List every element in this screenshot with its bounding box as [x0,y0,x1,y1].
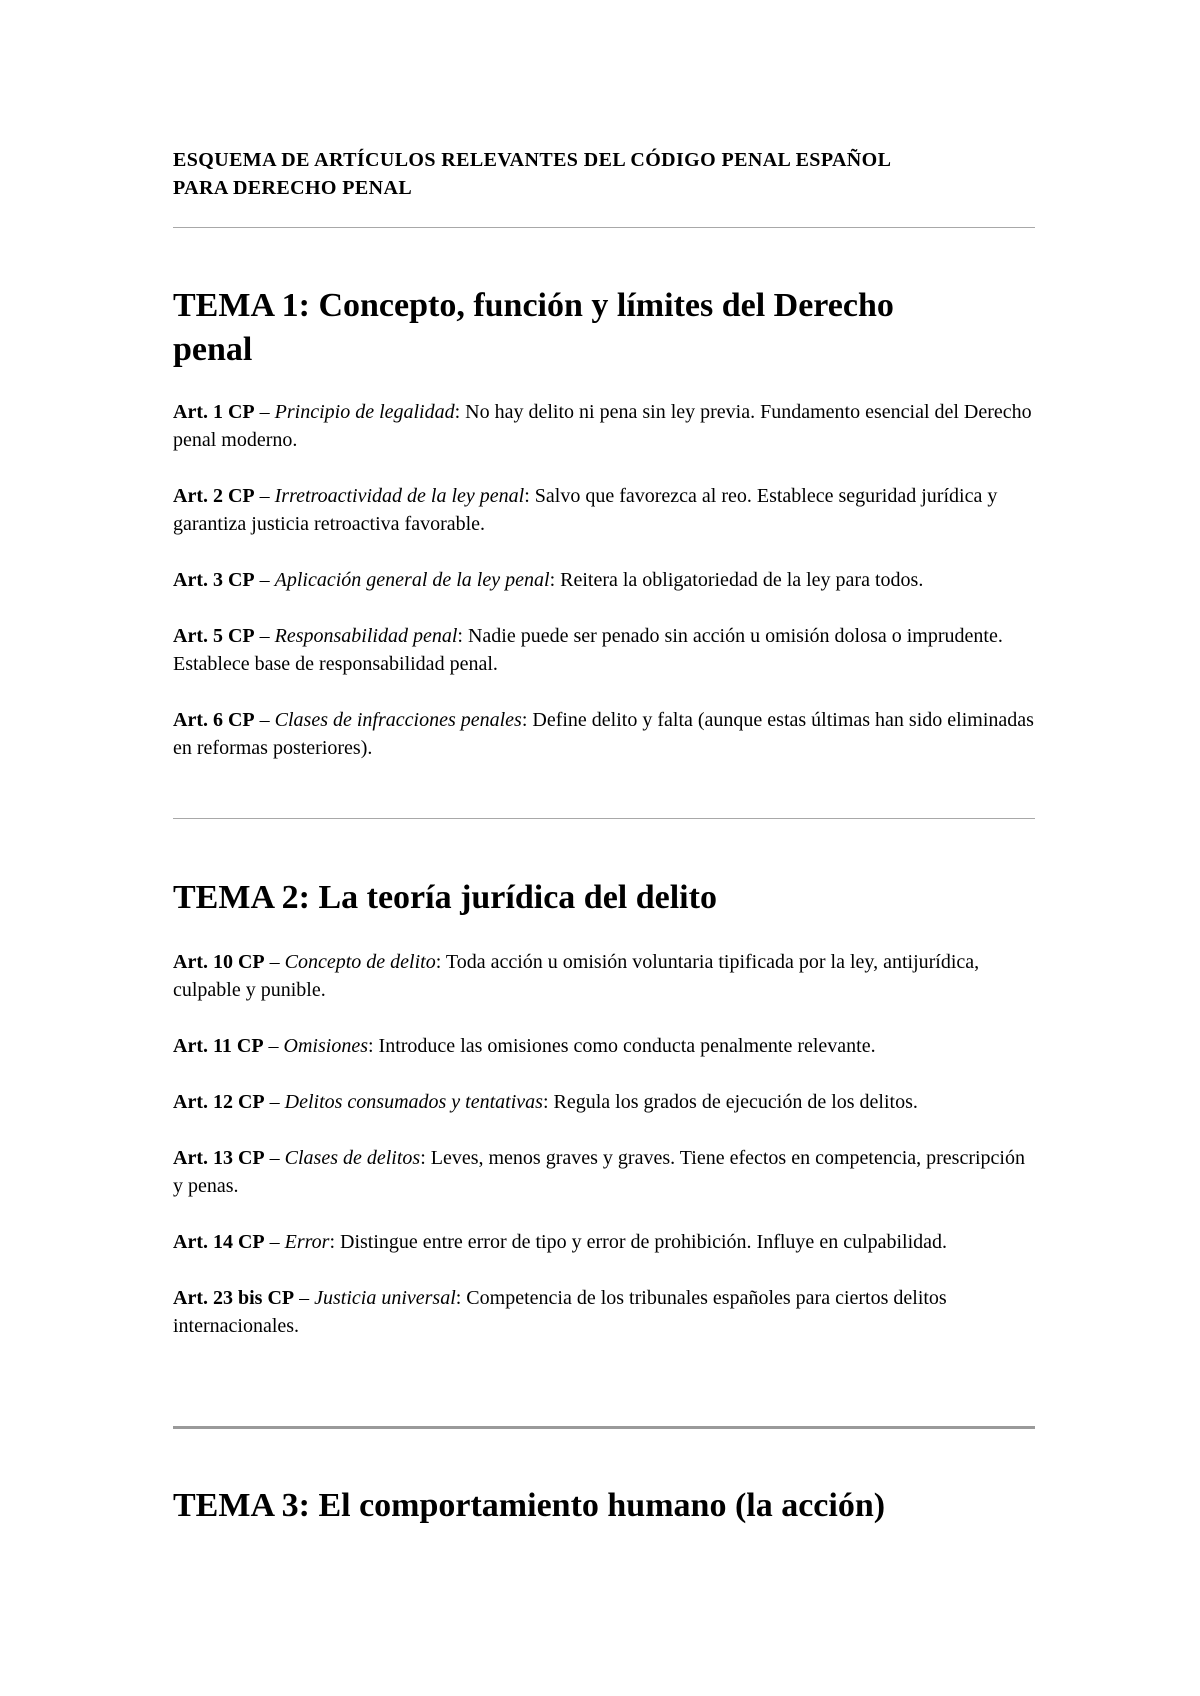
section-divider [173,1426,1035,1429]
article-dash: – [254,401,275,423]
article-id: Art. 5 CP [173,625,255,647]
document-title [173,146,1035,202]
tema-1-heading-line2: penal [173,331,253,368]
document-title-line2: PARA DERECHO PENAL [173,177,413,199]
article-dash: – [264,1091,285,1113]
article-item [173,1088,1035,1116]
tema-1-heading [173,284,1035,372]
article-topic: Omisiones [283,1035,368,1057]
article-topic: Irretroactividad de la ley penal [274,485,525,507]
document-title-line1: ESQUEMA DE ARTÍCULOS RELEVANTES DEL CÓDIGO PENAL ESPAÑOL [173,149,892,171]
article-item [173,1228,1035,1256]
article-topic: Delitos consumados y tentativas [284,1091,543,1113]
article-topic: Clases de delitos [284,1147,421,1169]
article-dash: – [254,625,275,647]
article-text: : Toda acción u omisión voluntaria tipificada por la ley, antijurídica, culpable y punible. [173,951,980,1001]
article-id: Art. 6 CP [173,709,255,731]
article-id: Art. 2 CP [173,485,255,507]
article-item [173,398,1035,454]
article-dash: – [264,951,285,973]
article-item [173,1032,1035,1060]
article-dash: – [264,1147,285,1169]
tema-2-heading [173,876,1035,920]
article-text: : Nadie puede ser penado sin acción u omisión dolosa o imprudente. Establece base de responsabilidad penal. [173,625,1003,675]
article-text: : Introduce las omisiones como conducta penalmente relevante. [368,1035,876,1057]
article-dash: – [254,709,275,731]
article-dash: – [263,1035,284,1057]
article-topic: Justicia universal [314,1287,456,1309]
tema-1-heading-line1: TEMA 1: Concepto, función y límites del Derecho [173,287,894,324]
article-item [173,1284,1035,1340]
article-topic: Responsabilidad penal [274,625,458,647]
article-topic: Error [284,1231,330,1253]
article-text: : Competencia de los tribunales españoles para ciertos delitos internacionales. [173,1287,947,1337]
article-text: : Distingue entre error de tipo y error de prohibición. Influye en culpabilidad. [329,1231,948,1253]
article-id: Art. 1 CP [173,401,255,423]
article-text: : No hay delito ni pena sin ley previa. Fundamento esencial del Derecho penal moderno. [173,401,1032,451]
article-text: : Reitera la obligatoriedad de la ley para todos. [549,569,924,591]
section-divider [173,818,1035,819]
article-text: : Define delito y falta (aunque estas últimas han sido eliminadas en reformas posteriores). [173,709,1034,759]
article-text: : Leves, menos graves y graves. Tiene efectos en competencia, prescripción y penas. [173,1147,1025,1197]
article-id: Art. 14 CP [173,1231,265,1253]
article-item [173,1144,1035,1200]
article-topic: Concepto de delito [284,951,436,973]
section-divider [173,227,1035,228]
tema-1-articles [173,398,1035,790]
tema-2-articles [173,948,1035,1368]
article-dash: – [264,1231,285,1253]
article-id: Art. 11 CP [173,1035,264,1057]
article-id: Art. 13 CP [173,1147,265,1169]
tema-3-heading-line1: TEMA 3: El comportamiento humano (la acción) [173,1487,886,1524]
article-dash: – [254,569,275,591]
tema-3-heading [173,1484,1035,1528]
article-id: Art. 12 CP [173,1091,265,1113]
article-text: : Salvo que favorezca al reo. Establece seguridad jurídica y garantiza justicia retroactiva favorable. [173,485,998,535]
article-topic: Clases de infracciones penales [274,709,522,731]
article-item [173,622,1035,678]
article-topic: Principio de legalidad [274,401,455,423]
article-id: Art. 23 bis CP [173,1287,295,1309]
article-item [173,948,1035,1004]
article-item [173,482,1035,538]
tema-2-heading-line1: TEMA 2: La teoría jurídica del delito [173,879,717,916]
article-text: : Regula los grados de ejecución de los delitos. [542,1091,918,1113]
article-topic: Aplicación general de la ley penal [274,569,550,591]
article-id: Art. 10 CP [173,951,265,973]
article-item [173,566,1035,594]
article-dash: – [294,1287,315,1309]
article-id: Art. 3 CP [173,569,255,591]
article-item [173,706,1035,762]
article-dash: – [254,485,275,507]
